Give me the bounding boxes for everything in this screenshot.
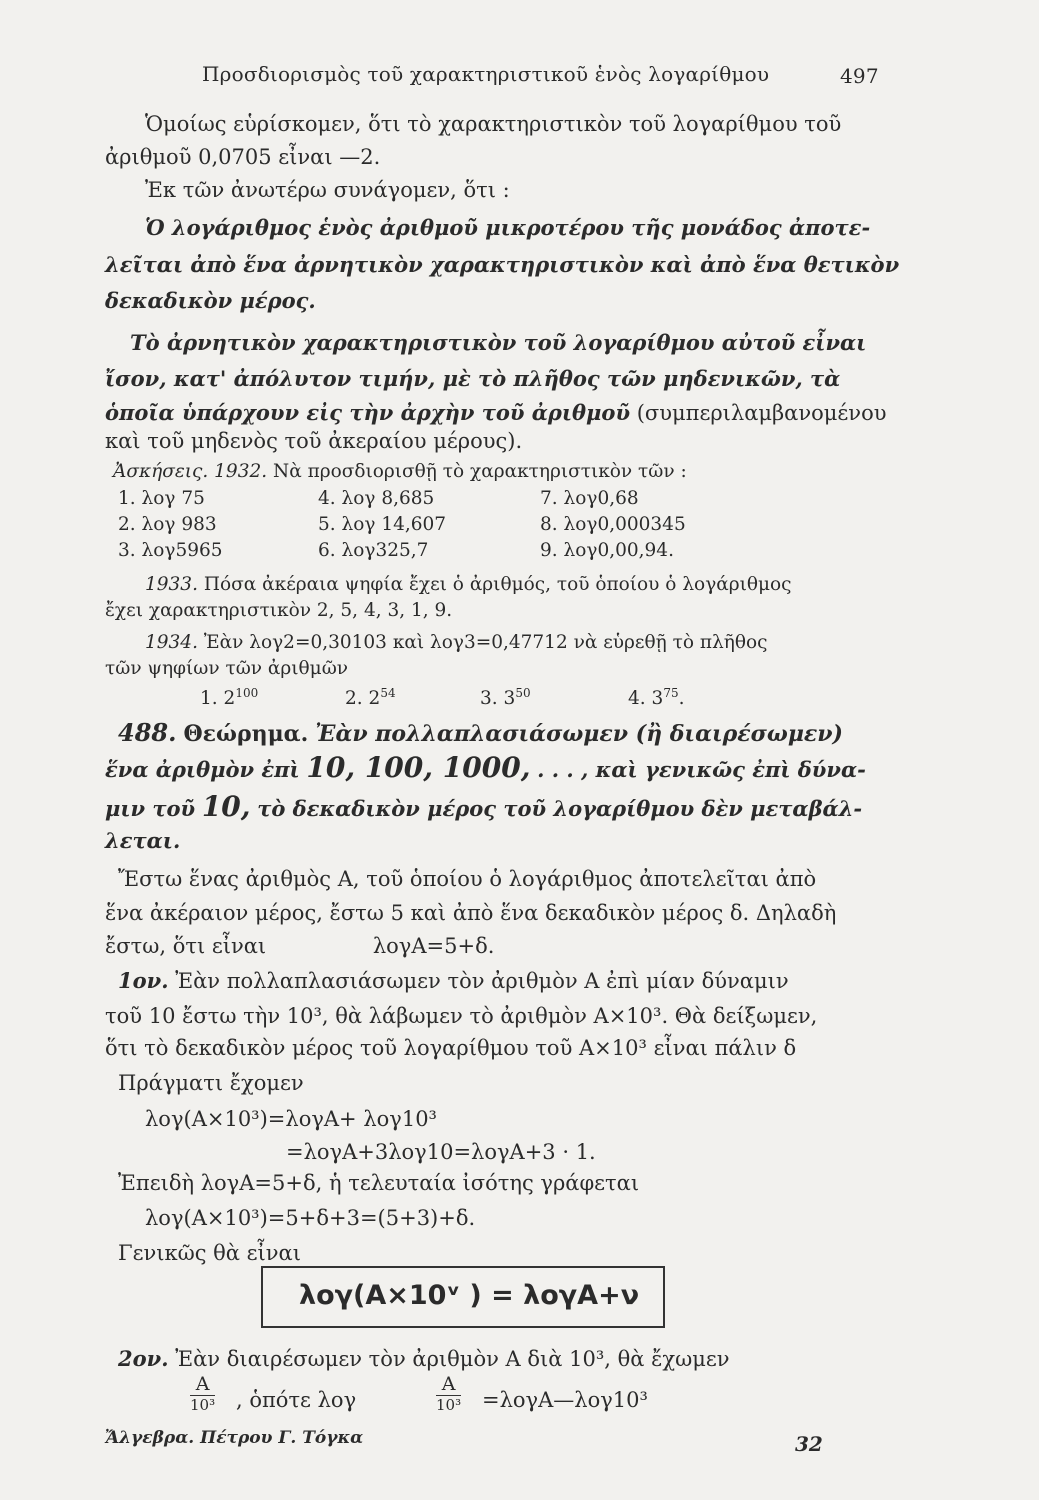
equation: =λογΑ+3λογ10=λογΑ+3 · 1. <box>286 1140 596 1164</box>
case-label: 1ον. <box>118 968 169 993</box>
power-item: 4. $3^{75}$. <box>628 686 685 710</box>
theorem-title: Θεώρημα. <box>183 721 309 747</box>
boxed-formula <box>261 1266 665 1328</box>
statement-part: (συμπεριλαμβανομένου <box>636 401 887 425</box>
paragraph-line: ἀριθμοῦ 0,0705 εἶναι —2. <box>105 145 381 169</box>
fraction: Α 10³ <box>190 1373 216 1414</box>
exercise-item: 6. λογ325,7 <box>318 540 429 561</box>
proof-line: Ἔστω ἕνας ἀριθμὸς Α, τοῦ ὁποίου ὁ λογάριθμος ἀποτελεῖται ἀπὸ <box>118 867 817 891</box>
equation: λογ(Α×10³)=5+δ+3=(5+3)+δ. <box>145 1206 476 1230</box>
equation: λογ(Α×10³)=λογΑ+ λογ10³ <box>145 1107 437 1131</box>
paragraph-line: Ἐκ τῶν ἀνωτέρω συνάγομεν, ὅτι : <box>145 178 510 202</box>
theorem-line: ἕνα ἀριθμὸν ἐπὶ 10, 100, 1000, . . . , καὶ γενικῶς ἐπὶ δύνα- <box>105 751 866 784</box>
proof-line: τοῦ 10 ἔστω τὴν 10³, θὰ λάβωμεν τὸ ἀριθμὸν Α×10³. Θὰ δείξωμεν, <box>105 1004 818 1028</box>
proof-line: ὅτι τὸ δεκαδικὸν μέρος τοῦ λογαρίθμου τοῦ Α×10³ εἶναι πάλιν δ <box>105 1036 797 1060</box>
theorem-text: Ἐὰν πολλαπλασιάσωμεν (ἢ διαιρέσωμεν) <box>315 721 843 747</box>
exercise-item: 7. λογ0,68 <box>540 488 639 509</box>
proof-line: Ἐπειδὴ λογΑ=5+δ, ἡ τελευταία ἰσότης γράφεται <box>118 1171 640 1195</box>
power-item: 1. $2^{100}$ <box>200 686 259 710</box>
statement-line: ἴσον, κατ' ἀπόλυτον τιμήν, μὲ τὸ πλῆθος τῶν μηδενικῶν, τὰ <box>105 366 841 391</box>
proof-line: Γενικῶς θὰ εἶναι <box>118 1241 301 1265</box>
exercise-item: 3. λογ5965 <box>118 540 223 561</box>
case-label: 2ον. <box>118 1346 169 1371</box>
exercise-1933 <box>145 574 792 595</box>
exercise-number: 1934. <box>145 632 198 653</box>
exercise-text: Ἐὰν λογ2=0,30103 καὶ λογ3=0,47712 νὰ εὑρεθῇ τὸ πλῆθος <box>203 632 768 653</box>
theorem-line: λεται. <box>105 828 181 853</box>
exercise-item: 2. λογ 983 <box>118 514 217 535</box>
paragraph-line: Ὁμοίως εὑρίσκομεν, ὅτι τὸ χαρακτηριστικὸν τοῦ λογαρίθμου τοῦ <box>145 112 842 136</box>
exercise-item: 9. λογ0,00,94. <box>540 540 674 561</box>
statement-line: λεῖται ἀπὸ ἕνα ἀρνητικὸν χαρακτηριστικὸν καὶ ἀπὸ ἕνα θετικὸν <box>105 252 900 277</box>
fraction: Α 10³ <box>436 1373 462 1414</box>
proof-line: , ὁπότε λογ <box>236 1388 357 1412</box>
exercise-1932 <box>113 461 687 482</box>
page-number: 497 <box>840 64 879 88</box>
footer-book-title: Ἄλγεβρα. Πέτρου Γ. Τόγκα <box>105 1428 364 1448</box>
exercise-number: 1932. <box>214 461 268 482</box>
exercise-text: ἔχει χαρακτηριστικὸν 2, 5, 4, 3, 1, 9. <box>105 600 453 621</box>
statement-line: Τὸ ἀρνητικὸν χαρακτηριστικὸν τοῦ λογαρίθμου αὐτοῦ εἶναι <box>130 330 867 355</box>
statement-line: καὶ τοῦ μηδενὸς τοῦ ἀκεραίου μέρους). <box>105 429 523 453</box>
power-item: 2. $2^{54}$ <box>345 686 396 710</box>
statement-part: ὁποῖα ὑπάρχουν εἰς τὴν ἀρχὴν τοῦ ἀριθμοῦ <box>105 400 631 425</box>
proof-line: ἔστω, ὅτι εἶναι λογΑ=5+δ. <box>105 934 495 958</box>
exercise-item: 5. λογ 14,607 <box>318 514 447 535</box>
running-title: Προσδιορισμὸς τοῦ χαρακτηριστικοῦ ἑνὸς λογαρίθμου <box>202 62 770 86</box>
formula-text: λογ(Α×10ᵛ ) = λογΑ+ν <box>299 1280 640 1311</box>
proof-line: =λογΑ—λογ10³ <box>482 1388 648 1412</box>
exercise-item: 1. λογ 75 <box>118 488 205 509</box>
exercise-text: Νὰ προσδιορισθῇ τὸ χαρακτηριστικὸν τῶν : <box>273 461 687 482</box>
exercise-1934 <box>145 632 767 653</box>
exercise-item: 4. λογ 8,685 <box>318 488 435 509</box>
statement-line: Ὁ λογάριθμος ἑνὸς ἀριθμοῦ μικροτέρου τῆς μονάδος ἀποτε- <box>145 215 871 240</box>
proof-line: 1ον. Ἐὰν πολλαπλασιάσωμεν τὸν ἀριθμὸν Α ἐπὶ μίαν δύναμιν <box>118 968 789 993</box>
theorem-number: 488. <box>118 718 177 747</box>
exercise-text: Πόσα ἀκέραια ψηφία ἔχει ὁ ἀριθμός, τοῦ ὁποίου ὁ λογάριθμος <box>203 574 792 595</box>
theorem-line: μιν τοῦ 10, τὸ δεκαδικὸν μέρος τοῦ λογαρίθμου δὲν μεταβάλ- <box>105 790 863 823</box>
proof-line: ἕνα ἀκέραιον μέρος, ἔστω 5 καὶ ἀπὸ ἕνα δεκαδικὸν μέρος δ. Δηλαδὴ <box>105 901 837 925</box>
proof-line: 2ον. Ἐὰν διαιρέσωμεν τὸν ἀριθμὸν Α διὰ 10³, θὰ ἔχωμεν <box>118 1346 730 1371</box>
power-item: 3. $3^{50}$ <box>480 686 531 710</box>
statement-line <box>105 398 886 428</box>
exercise-text: τῶν ψηφίων τῶν ἀριθμῶν <box>105 658 349 679</box>
exercise-number: 1933. <box>145 574 198 595</box>
theorem-heading <box>118 718 843 747</box>
statement-line: δεκαδικὸν μέρος. <box>105 288 316 313</box>
signature-mark: 32 <box>795 1432 823 1456</box>
exercises-label: Ἀσκήσεις. <box>113 461 209 482</box>
proof-line: Πράγματι ἔχομεν <box>118 1071 304 1095</box>
exercise-item: 8. λογ0,000345 <box>540 514 686 535</box>
